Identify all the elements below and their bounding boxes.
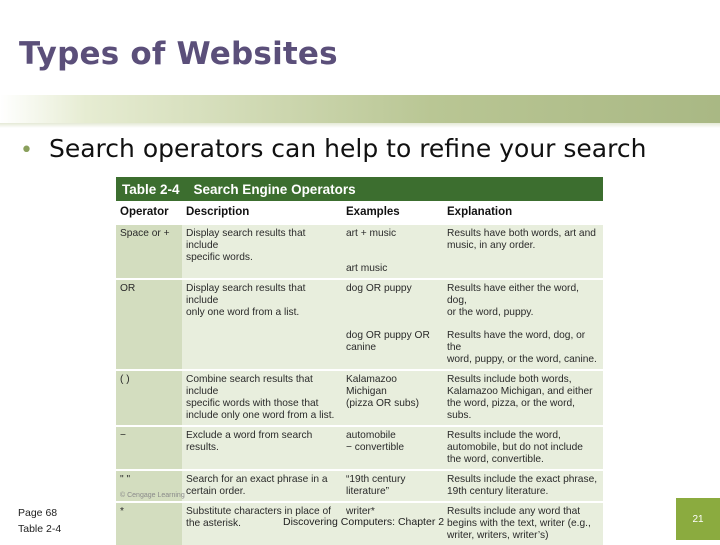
table-caption-bar <box>116 177 603 201</box>
bullet-text: Search operators can help to refine your search <box>48 134 647 163</box>
bullet-point <box>20 134 646 163</box>
example-line: (pizza OR subs) <box>346 398 420 409</box>
example-cell <box>342 224 443 255</box>
example-line: writer* <box>346 506 375 517</box>
explanation-line: Results include the word, <box>447 430 561 441</box>
explanation-cell <box>443 426 603 470</box>
explanation-line: 19th century literature. <box>447 486 549 497</box>
explanation-line: begins with the text, writer (e.g., <box>447 518 591 529</box>
operator-cell: " " <box>116 470 182 502</box>
description-line: specific words with those that <box>186 398 319 409</box>
description-cell <box>182 426 342 470</box>
description-line: only one word from a list. <box>186 307 300 318</box>
example-cell <box>342 322 443 370</box>
page-number-badge <box>676 498 720 540</box>
description-line: Exclude a word from search <box>186 430 313 441</box>
example-line: art + music <box>346 228 397 239</box>
example-line: dog OR puppy <box>346 283 412 294</box>
example-line: automobile <box>346 430 396 441</box>
explanation-line: automobile, but do not include <box>447 442 583 453</box>
header-examples: Examples <box>342 201 443 224</box>
table-row <box>116 470 603 502</box>
table-caption: Search Engine Operators <box>193 181 356 197</box>
explanation-line: Kalamazoo Michigan, and either <box>447 386 593 397</box>
explanation-line: the word, convertible. <box>447 454 544 465</box>
example-line: canine <box>346 342 377 353</box>
search-operators-table <box>116 201 603 545</box>
example-line: Kalamazoo Michigan <box>346 374 397 397</box>
explanation-line: Results include the exact phrase, <box>447 474 598 485</box>
operator-cell: Space or + <box>116 224 182 279</box>
description-line: results. <box>186 442 219 453</box>
explanation-cell <box>443 502 603 545</box>
title-divider-shadow <box>0 123 720 128</box>
explanation-line: Results have both words, art and <box>447 228 596 239</box>
slide-title: Types of Websites <box>19 36 338 72</box>
footer-course-title: Discovering Computers: Chapter 2 <box>283 516 445 528</box>
page-number: 21 <box>692 513 704 525</box>
example-line: dog OR puppy OR <box>346 330 430 341</box>
header-explanation: Explanation <box>443 201 603 224</box>
operator-cell: OR <box>116 279 182 370</box>
explanation-line: Results include both words, <box>447 374 572 385</box>
description-cell <box>182 470 342 502</box>
explanation-line: Results have the word, dog, or the <box>447 330 586 353</box>
example-line: literature” <box>346 486 390 497</box>
example-cell <box>342 370 443 426</box>
description-cell <box>182 224 342 279</box>
explanation-cell <box>443 224 603 255</box>
footer-reference <box>18 505 61 537</box>
example-cell <box>342 279 443 322</box>
operator-cell: ( ) <box>116 370 182 426</box>
example-line: art music <box>346 263 388 274</box>
example-line: “19th century <box>346 474 406 485</box>
operator-cell: − <box>116 426 182 470</box>
example-cell <box>342 426 443 470</box>
header-operator: Operator <box>116 201 182 224</box>
explanation-cell <box>443 470 603 502</box>
description-line: specific words. <box>186 252 253 263</box>
explanation-line: the word, pizza, or the word, subs. <box>447 398 575 421</box>
header-description: Description <box>182 201 342 224</box>
footer-table-ref: Table 2-4 <box>18 523 62 535</box>
explanation-line: writer, writers, writer’s) <box>447 530 549 541</box>
description-cell <box>182 370 342 426</box>
footer-page-ref: Page 68 <box>18 507 58 519</box>
description-line: certain order. <box>186 486 246 497</box>
description-line: Display search results that include <box>186 283 306 306</box>
table-body <box>116 224 603 545</box>
description-line: Combine search results that include <box>186 374 313 397</box>
copyright-notice: © Cengage Learning <box>120 492 185 499</box>
table-header-row <box>116 201 603 224</box>
description-cell <box>182 279 342 370</box>
explanation-line: Results have either the word, dog, <box>447 283 579 306</box>
example-cell <box>342 470 443 502</box>
explanation-line: or the word, puppy. <box>447 307 534 318</box>
example-cell <box>342 255 443 279</box>
description-line: include only one word from a list. <box>186 410 335 421</box>
explanation-cell <box>443 370 603 426</box>
explanation-line: Results include any word that <box>447 506 581 517</box>
explanation-line: music, in any order. <box>447 240 536 251</box>
example-line: − convertible <box>346 442 405 453</box>
bullet-icon: • <box>20 138 33 163</box>
table-row <box>116 279 603 322</box>
description-line: Substitute characters in place of <box>186 506 331 517</box>
explanation-cell <box>443 279 603 322</box>
table-row <box>116 224 603 255</box>
table-row <box>116 370 603 426</box>
description-line: Display search results that include <box>186 228 306 251</box>
table-number: Table 2-4 <box>122 181 180 197</box>
explanation-cell <box>443 322 603 370</box>
table-row <box>116 426 603 470</box>
title-divider-band <box>0 95 720 123</box>
description-line: the asterisk. <box>186 518 241 529</box>
explanation-line: word, puppy, or the word, canine. <box>447 354 597 365</box>
explanation-cell <box>443 255 603 279</box>
description-line: Search for an exact phrase in a <box>186 474 328 485</box>
operator-cell: * <box>116 502 182 545</box>
